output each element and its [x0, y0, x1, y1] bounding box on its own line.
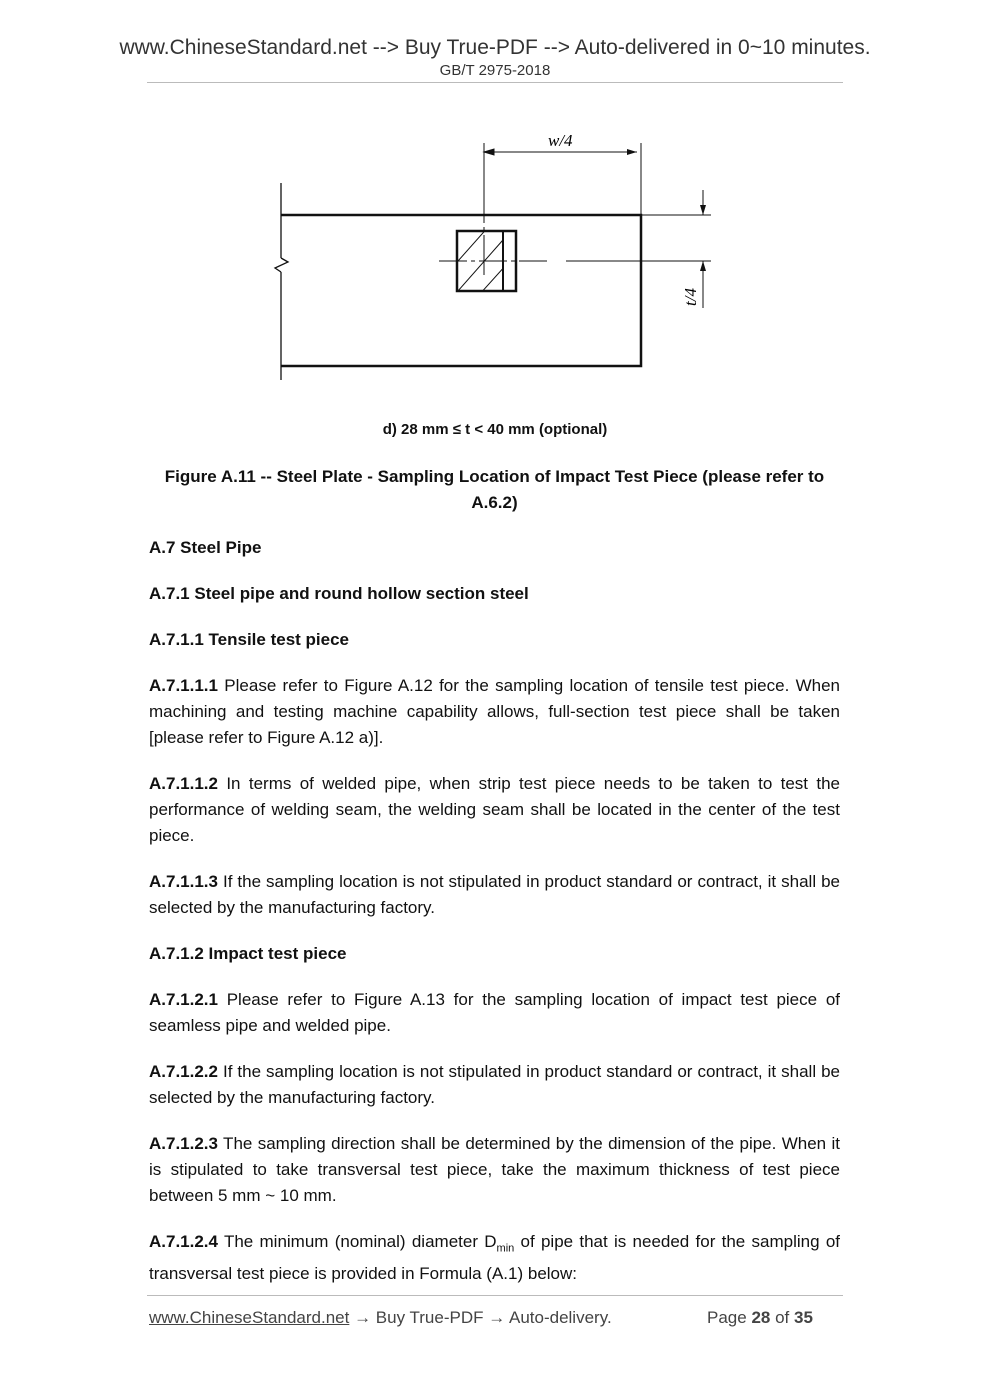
- heading-a7: A.7 Steel Pipe: [149, 538, 262, 557]
- subscript: min: [496, 1242, 515, 1255]
- clause-number: A.7.1.2.4: [149, 1232, 218, 1251]
- footer-link[interactable]: www.ChineseStandard.net: [149, 1308, 350, 1327]
- clause-number: A.7.1.1.3: [149, 872, 218, 891]
- header-banner: www.ChineseStandard.net --> Buy True-PDF --> Auto-delivered in 0~10 minutes.: [119, 36, 871, 59]
- page-label: Page: [707, 1308, 747, 1327]
- figure-drawing: [0, 0, 990, 400]
- paragraph: [149, 987, 840, 1039]
- footer-left: [149, 1308, 612, 1328]
- paragraph: [149, 869, 840, 921]
- figure-subcaption: d) 28 mm ≤ t < 40 mm (optional): [382, 421, 608, 438]
- doc-id: GB/T 2975-2018: [439, 62, 551, 79]
- clause-text: The sampling direction shall be determined by the dimension of the pipe. When it is stipulated to take transversal test piece, take the maximum thickness of test piece between 5 mm ~ 10 mm.: [149, 1134, 840, 1205]
- clause-text: Please refer to Figure A.13 for the sampling location of impact test piece of seamless pipe and welded pipe.: [149, 990, 840, 1035]
- clause-number: A.7.1.2.2: [149, 1062, 218, 1081]
- paragraph: [149, 1229, 840, 1287]
- clause-number: A.7.1.2.1: [149, 990, 218, 1009]
- clause-text: In terms of welded pipe, when strip test piece needs to be taken to test the performance of welding seam, the welding seam shall be located in the center of the test piece.: [149, 774, 840, 845]
- total-pages: 35: [794, 1308, 813, 1327]
- clause-text: The minimum (nominal) diameter D: [218, 1232, 497, 1251]
- clause-number: A.7.1.1.1: [149, 676, 218, 695]
- paragraph: [149, 673, 840, 751]
- clause-text: If the sampling location is not stipulated in product standard or contract, it shall be selected by the manufacturing factory.: [149, 872, 840, 917]
- document-body: [149, 535, 840, 1307]
- paragraph: [149, 1059, 840, 1111]
- paragraph: [149, 1131, 840, 1209]
- clause-text: Please refer to Figure A.12 for the sampling location of tensile test piece. When machining and testing machine capability allows, full-section test piece shall be taken [please refer to Figure A.12 a)].: [149, 676, 840, 747]
- clause-text: of pipe that is needed for the sampling of transversal test piece is provided in Formula (A.1) below:: [149, 1232, 840, 1284]
- heading-a711: A.7.1.1 Tensile test piece: [149, 630, 349, 649]
- footer-text: → Buy True-PDF → Auto-delivery.: [349, 1308, 612, 1327]
- clause-number: A.7.1.1.2: [149, 774, 218, 793]
- heading-a712: A.7.1.2 Impact test piece: [149, 944, 347, 963]
- figure-caption: Figure A.11 -- Steel Plate - Sampling Location of Impact Test Piece (please refer to A.6.2): [164, 467, 825, 512]
- page-number: [707, 1308, 813, 1328]
- dim-t-label: t/4: [681, 288, 700, 306]
- of-label: of: [775, 1308, 790, 1327]
- current-page: 28: [751, 1308, 771, 1327]
- clause-text: If the sampling location is not stipulated in product standard or contract, it shall be selected by the manufacturing factory.: [149, 1062, 840, 1107]
- heading-a71: A.7.1 Steel pipe and round hollow section steel: [149, 584, 529, 603]
- paragraph: [149, 771, 840, 849]
- dim-w-label: w/4: [548, 131, 573, 150]
- footer-divider: [147, 1295, 843, 1296]
- clause-number: A.7.1.2.3: [149, 1134, 218, 1153]
